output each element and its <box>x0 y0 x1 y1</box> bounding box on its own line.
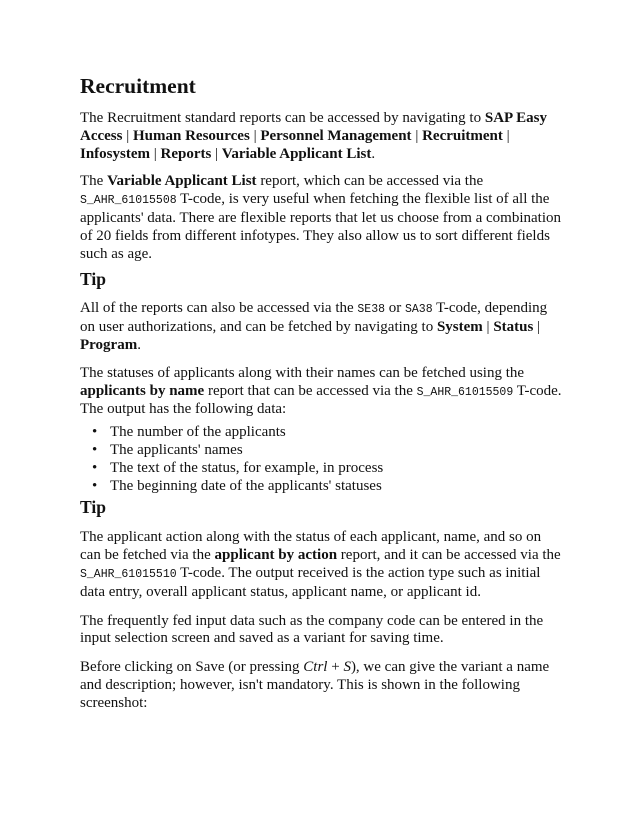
report-name: applicant by action <box>214 547 338 564</box>
text: The applicant action along with the status of each applicant, name, and so on can be fetched via the <box>80 529 542 564</box>
paragraph-navigation-path <box>80 110 562 163</box>
tcode: S_AHR_61015508 <box>80 194 177 208</box>
separator: | <box>502 127 510 144</box>
text: report, which can be accessed via the <box>256 173 484 190</box>
bullet-icon: • <box>92 477 98 494</box>
path-status: Status <box>493 319 534 336</box>
text: or <box>385 300 405 317</box>
separator: | <box>211 145 222 162</box>
bullet-icon: • <box>92 441 98 458</box>
list-item <box>92 441 562 460</box>
report-name: Variable Applicant List <box>107 173 257 190</box>
paragraph-tip-reports <box>80 300 562 354</box>
report-name: applicants by name <box>80 382 205 399</box>
path-variable-applicant-list: Variable Applicant List <box>221 145 372 162</box>
text: . <box>371 145 376 162</box>
list-item <box>92 459 562 478</box>
keyboard-key-ctrl: Ctrl <box>303 659 328 676</box>
paragraph-applicant-by-action <box>80 529 562 601</box>
section-heading: Recruitment <box>80 74 196 98</box>
list-item-text: The text of the status, for example, in process <box>110 459 384 476</box>
paragraph-variant: The frequently fed input data such as the company code can be entered in the input selection screen and saved as a variant for saving time. <box>80 612 544 647</box>
text: The <box>80 173 108 190</box>
text: T-code, is very useful when fetching the flexible list of all the applicants' data. There are flexible reports that let us choose from a combination of 20 fields from different infotypes. They also allow us to sort different fields such as age. <box>80 191 562 262</box>
text: The statuses of applicants along with their names can be fetched using the <box>80 364 525 381</box>
separator: | <box>533 319 541 336</box>
bullet-icon: • <box>92 459 98 476</box>
document-content <box>80 72 562 713</box>
path-recruitment: Recruitment <box>422 127 503 144</box>
paragraph-save-variant <box>80 659 562 712</box>
path-program: Program <box>80 336 138 353</box>
tcode: SA38 <box>405 303 433 317</box>
text: report that can be accessed via the <box>204 382 417 399</box>
list-item-text: The applicants' names <box>110 441 243 458</box>
path-sap-easy-access: SAP Easy Access <box>80 110 547 144</box>
tcode: S_AHR_61015510 <box>80 567 177 581</box>
keyboard-key-s: S <box>343 659 351 676</box>
separator: | <box>411 127 423 144</box>
list-item <box>92 424 562 442</box>
text: All of the reports can also be accessed via the <box>80 300 358 317</box>
text: + <box>327 659 344 676</box>
text: T-code. The output received is the action type such as initial data entry, overall applicant status, applicant name, or applicant id. <box>80 564 541 600</box>
list-item-text: The number of the applicants <box>110 424 286 441</box>
text: The Recruitment standard reports can be accessed by navigating to <box>80 110 485 126</box>
path-personnel-management: Personnel Management <box>260 127 412 144</box>
tcode: S_AHR_61015509 <box>416 385 514 399</box>
output-data-list <box>80 424 562 495</box>
text: Before clicking on Save (or pressing <box>80 659 304 676</box>
path-human-resources: Human Resources <box>133 127 250 144</box>
text: T-code, depending on user authorizations, and can be fetched by navigating to <box>80 300 548 336</box>
paragraph-variable-applicant-list <box>80 173 562 263</box>
text: report, and it can be accessed via the <box>337 547 561 564</box>
list-item-text: The beginning date of the applicants' statuses <box>110 477 382 494</box>
bullet-icon: • <box>92 424 98 441</box>
list-item <box>92 477 562 496</box>
paragraph-applicants-by-name <box>80 365 562 419</box>
tip-heading: Tip <box>80 269 106 290</box>
separator: | <box>122 127 133 144</box>
text: . <box>137 336 141 353</box>
tcode: SE38 <box>357 303 385 317</box>
path-reports: Reports <box>160 145 212 162</box>
separator: | <box>482 319 494 336</box>
separator: | <box>249 127 261 144</box>
path-infosystem: Infosystem <box>80 145 150 162</box>
tip-heading: Tip <box>80 497 106 518</box>
path-system: System <box>436 319 483 336</box>
separator: | <box>150 145 161 162</box>
text: T-code. The output has the following data: <box>80 382 562 418</box>
text: ), we can give the variant a name and description; however, isn't mandatory. This is shown in the following screenshot: <box>80 659 550 711</box>
